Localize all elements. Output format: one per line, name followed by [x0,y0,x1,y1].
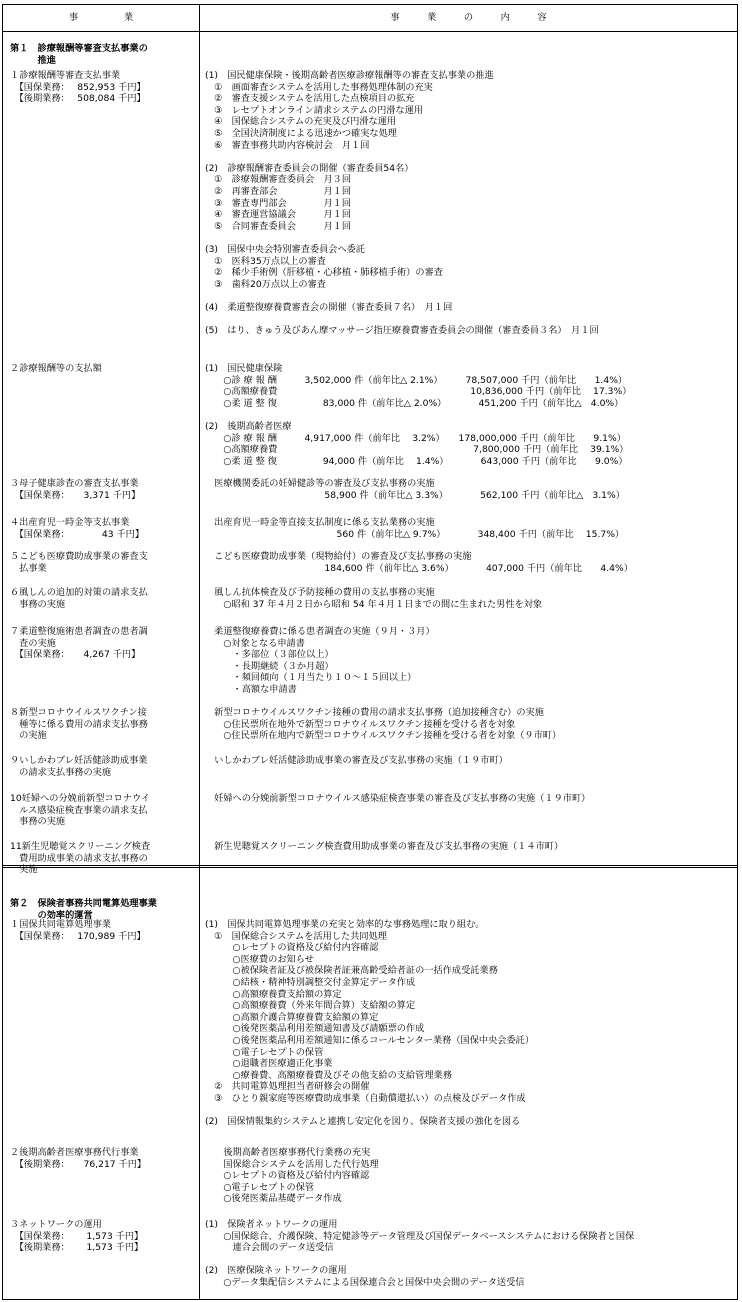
business-item-content-line: ○被保険者証及び被保険者証兼高齢受給者証の一括作成受託業務 [205,965,498,977]
business-item-label: 【国保業務： 43 千円】 [10,528,145,540]
business-item-label: ６風しんの追加的対策の請求支払 [10,587,148,598]
header-business-content: 事 業 の 内 容 [390,12,547,23]
business-item-content-line: (4) 柔道整復療養費審査会の開催（審査委員７名） 月１回 [205,302,453,313]
business-item-label: ７柔道整復施術患者調査の患者調 [10,626,148,637]
business-item-content-line: 風しん抗体検査及び予防接種の費用の支払事務の実施 [205,587,435,598]
business-item-content-line: ⑤ 全国決済制度による迅速かつ確実な処理 [205,128,397,139]
business-item-content-line: ○電子レセプトの保管 [205,1046,324,1058]
business-item-content-line: ④ 国保総合システムの充実及び円滑な運用 [205,116,397,128]
business-item-label: 費用助成事業の請求支払事務の [10,852,148,864]
business-item-content-line: ○高額療養費 10,836,000 千円（前年比 17.3%） [205,386,632,398]
column-divider [199,5,200,1299]
business-item-content-line: 新生児聴覚スクリーニング検査費用助成事業の審査及び支払事務の実施（１４市町） [205,841,564,852]
business-item-label: 査の実施 [10,637,56,649]
business-item-label: １診療報酬等審査支払事業 [10,70,121,81]
business-item-content-line: ○住民票所在地外で新型コロナウイルスワクチン接種を受ける者を対象 [205,718,516,730]
business-item-label: ５こども医療費助成事業の審査支 [10,551,148,562]
business-item-content-line: ○後発医薬品利用差額通知書及び請願票の作成 [205,1023,425,1035]
business-item-content-line: ・長期継続（３か月超） [205,660,334,672]
business-item-content-line: ○対象となる申請書 [205,637,305,649]
business-item-content-line: 出産育児一時金等直接支払制度に係る支払業務の実施 [205,517,435,528]
business-item-content-line: ○高額療養費支給額の算定 [205,988,342,1000]
business-item-content-line: ○住民票所在地内で新型コロナウイルスワクチン接種を受ける者を対象（９市町） [205,730,562,742]
business-item-label: 事務の実施 [10,598,66,610]
section-title: 第２ 保険者事務共同電算処理事業 [10,898,157,909]
business-item-label: 【国保業務： 170,989 千円】 [10,930,146,942]
business-item-content-line: ○柔 道 整 復 94,000 件（前年比 1.4%） 643,000 千円（前年比 9.0%） [205,455,628,467]
business-item-content-line: ・頻回傾向（１月当たり１０～１５回以上） [205,672,417,684]
business-item-label: ３母子健康診査の審査支払事業 [10,478,139,489]
business-item-content-line: ① 画面審査システムを活用した事務処理体制の充実 [205,81,433,93]
business-item-content-line: ○診 療 報 酬 4,917,000 件（前年比 3.2%） 178,000,000 千円（前年比 9.1%） [205,432,626,444]
business-item-content-line: ○診 療 報 酬 3,502,000 件（前年比△ 2.1%） 78,507,000 千円（前年比 1.4%） [205,374,628,386]
business-item-content-line: ○結核・精神特別調整交付金算定データ作成 [205,977,416,988]
business-item-content-line: (1) 国民健康保険・後期高齢者医療診療報酬等の審査支払事業の推進 [205,70,494,81]
business-item-label: の請求支払事務の実施 [10,766,112,778]
business-item-content-line: (2) 医療保険ネットワークの運用 [205,1265,347,1277]
business-item-content-line: ○国保総合、介護保険、特定健診等データ管理及び国保データベースシステムにおける保険者と国保 [205,1230,635,1242]
business-item-content-line: (5) はり、きゅう及びあん摩マッサージ指圧療養費審査委員会の開催（審査委員３名） 月１回 [205,325,599,337]
business-item-content-line: ○療養費、高額療養費及びその他支給の支給管理業務 [205,1069,452,1081]
business-item-label: ２診療報酬等の支払額 [10,363,102,374]
business-item-content-line: (3) 国保中央会特別審査委員会へ委託 [205,244,366,255]
business-item-label: 【国保業務： 852,953 千円】 [10,81,146,93]
business-item-content-line: ① 国保総合システムを活用した共同処理 [205,930,387,942]
table-header-row [3,5,737,32]
business-item-label: ルス感染症検査事業の請求支払 [10,804,148,816]
business-item-content-line: 184,600 件（前年比△ 3.6%） 407,000 千円（前年比 4.4%） [205,562,633,574]
section-title: 推進 [10,54,56,66]
business-item-content-line: ○電子レセプトの保管 [205,1181,315,1193]
business-item-content-line: 新型コロナウイルスワクチン接種の費用の請求支払事務（追加接種含む）の実施 [205,707,544,718]
business-item-content-line: (2) 診療報酬審査委員会の開催（審査委員54名） [205,162,414,174]
business-item-content-line: ○高額療養費 7,800,000 千円（前年比 39.1%） [205,444,629,456]
business-item-content-line: 柔道整復療養費に係る患者調査の実施（９月・３月） [205,626,435,637]
business-item-content-line: ○レセプトの資格及び給付内容確認 [205,1170,370,1182]
business-item-content-line: 58,900 件（前年比△ 3.3%） 562,100 千円（前年比△ 3.1%） [205,489,625,501]
business-item-label: 【国保業務： 3,371 千円】 [10,489,141,501]
table-frame [2,4,738,1300]
business-item-label: 【国保業務： 4,267 千円】 [10,649,141,661]
business-item-label: 11新生児聴覚スクリーニング検査 [10,841,151,852]
business-item-content-line: ② 共同電算処理担当者研修会の開催 [205,1081,370,1093]
business-item-content-line: ① 診療報酬審査委員会 月３回 [205,174,352,186]
business-item-content-line: ○後発医薬品利用差額通知に係るコールセンター業務（国保中央会委託） [205,1035,535,1046]
business-item-content-line: ・高額な申請書 [205,684,297,695]
business-item-label: 【後期業務： 508,084 千円】 [10,93,146,105]
business-item-label: 【国保業務： 1,573 千円】 [10,1230,144,1242]
business-item-label: ２後期高齢者医療事務代行事業 [10,1147,139,1158]
business-item-content-line: ○昭和 37 年４月２日から昭和 54 年４月１日までの間に生まれた男性を対象 [205,598,543,610]
business-item-label: 払事業 [10,562,47,574]
business-item-content-line: ③ 審査専門部会 月１回 [205,197,352,209]
business-item-content-line: ○後発医薬品基礎データ作成 [205,1193,342,1205]
business-item-content-line: 国保総合システムを活用した代行処理 [205,1158,379,1170]
section-divider [3,865,737,868]
business-item-content-line: ① 医科35万点以上の審査 [205,255,326,267]
business-item-content-line: 後期高齢者医療事務代行業務の充実 [205,1147,371,1158]
business-item-label: 【後期業務： 1,573 千円】 [10,1242,144,1254]
section-title: 第１ 診療報酬等審査支払事業の [10,43,148,54]
business-item-label: ９いしかわブレ妊活健診助成事業 [10,755,148,766]
business-item-content-line: ・多部位（３部位以上） [205,649,334,661]
header-business: 事 業 [68,12,134,23]
business-item-content-line: 連合会間のデータ送受信 [205,1242,334,1254]
business-item-content-line: いしかわブレ妊活健診助成事業の審査及び支払事務の実施（１９市町） [205,755,508,766]
section-title: の効率的運営 [10,909,93,921]
business-item-label: 10妊婦への分娩前新型コロナウイ [10,793,151,804]
business-item-label: 【後期業務： 76,217 千円】 [10,1158,147,1170]
business-item-label: １国保共同電算処理事業 [10,919,112,930]
business-item-label: ３ネットワークの運用 [10,1219,102,1230]
business-item-content-line: 560 件（前年比△ 9.7%） 348,400 千円（前年比 15.7%） [205,528,625,540]
business-item-content-line: ○データ集配信システムによる国保連合会と国保中央会間のデータ送受信 [205,1277,525,1288]
business-item-label: ４出産育児一時金等支払事業 [10,517,130,528]
business-item-content-line: ○高額療養費（外来年間合算）支給額の算定 [205,1000,416,1012]
business-item-content-line: ② 再審査部会 月１回 [205,186,352,197]
business-item-content-line: ③ ひとり親家庭等医療費助成事業（自動償還払い）の点検及びデータ作成 [205,1093,526,1104]
business-item-content-line: ③ 歯科20万点以上の審査 [205,278,326,290]
business-item-content-line: ⑥ 審査事務共助内容検討会 月１回 [205,139,370,151]
business-item-content-line: ④ 審査運営協議会 月１回 [205,209,352,221]
business-item-content-line: ○退職者医療適正化事業 [205,1058,333,1070]
business-item-label: 事務の実施 [10,816,66,828]
business-item-content-line: ○医療費のお知らせ [205,953,314,965]
business-item-content-line: 妊婦への分娩前新型コロナウイルス感染症検査事業の審査及び支払事務の実施（１９市町） [205,793,591,804]
business-item-content-line: ② 稀少手術例（肝移植・心移植・肺移植手術）の審査 [205,267,443,279]
business-item-content-line: (1) 国民健康保険 [205,363,283,374]
business-item-content-line: ○高額介護合算療養費支給額の算定 [205,1011,379,1023]
business-item-content-line: こども医療費助成事業（現物給付）の審査及び支払事務の実施 [205,551,472,562]
business-item-content-line: 医療機関委託の妊婦健診等の審査及び支払事務の実施 [205,478,435,489]
business-item-content-line: ○レセプトの資格及び給付内容確認 [205,942,379,954]
business-item-content-line: ⑤ 合同審査委員会 月１回 [205,220,352,232]
business-item-content-line: (2) 国保情報集約システムと連携し安定化を図り、保険者支援の強化を図る [205,1116,521,1128]
business-item-content-line: ② 審査支援システムを活用した点検項目の拡充 [205,93,415,105]
business-item-label: の実施 [10,730,47,742]
business-item-content-line: ○柔 道 整 復 83,000 件（前年比△ 2.0%） 451,200 千円（前年比△ 4.0%） [205,397,624,409]
business-item-label: ８新型コロナウイルスワクチン接 [10,707,147,718]
business-item-content-line: ③ レセプトオンライン請求システムの円滑な運用 [205,104,424,116]
business-item-content-line: (1) 国保共同電算処理事業の充実と効率的な事務処理に取り組む。 [205,919,485,930]
business-item-label: 種等に係る費用の請求支払事務 [10,718,148,730]
business-item-label: 実施 [10,864,38,876]
business-item-content-line: (1) 保険者ネットワークの運用 [205,1219,338,1230]
business-item-content-line: (2) 後期高齢者医療 [205,421,292,432]
